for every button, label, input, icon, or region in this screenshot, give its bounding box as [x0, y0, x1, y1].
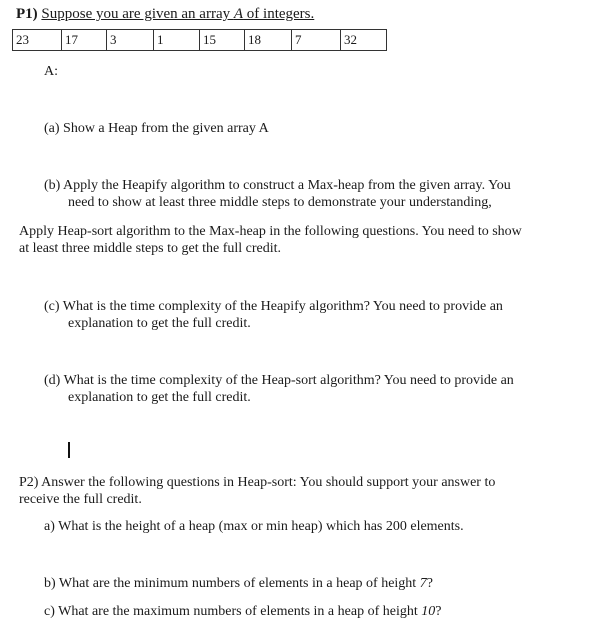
part-b-line2: need to show at least three middle steps to demonstrate your understanding, [68, 195, 492, 210]
array-cell: 17 [62, 30, 107, 51]
p2-line2: receive the full credit. [19, 492, 142, 507]
heapsort-instructions [19, 223, 604, 257]
p1-array-name: A [233, 6, 244, 22]
part-c [44, 298, 604, 332]
p1-intro-a: Suppose you are given an array [41, 6, 234, 22]
p1-intro-b: of integers. [243, 6, 315, 22]
array-cell: 7 [292, 30, 341, 51]
heapsort-line2: at least three middle steps to get the full credit. [19, 241, 282, 256]
p2-q-c-end: ? [435, 604, 442, 619]
part-b-line1: (b) Apply the Heapify algorithm to construct a Max-heap from the given array. You [44, 178, 511, 193]
p2-q-c-text: c) What are the maximum numbers of elements in a heap of height [44, 604, 422, 619]
array-cell: 1 [154, 30, 200, 51]
text-cursor[interactable] [68, 442, 70, 458]
part-d [44, 372, 604, 406]
part-d-line2: explanation to get the full credit. [68, 390, 251, 405]
array-cell: 18 [245, 30, 292, 51]
p2-q-c-num: 10 [421, 604, 436, 619]
p2-question-c [44, 604, 441, 620]
p2-q-b-text: b) What are the minimum numbers of elements in a heap of height [44, 576, 420, 591]
p1-heading [16, 6, 314, 23]
array-cell: 3 [107, 30, 154, 51]
array-cell: 23 [13, 30, 62, 51]
array-cell: 32 [341, 30, 387, 51]
p1-label: P1) [16, 6, 38, 22]
p2-line1: P2) Answer the following questions in Heap-sort: You should support your answer to [19, 475, 496, 490]
p2-q-b-end: ? [426, 576, 433, 591]
array-cell: 15 [200, 30, 245, 51]
p2-heading [19, 474, 604, 508]
p1-intro [41, 6, 314, 22]
answer-label: A: [44, 64, 58, 79]
part-d-line1: (d) What is the time complexity of the Heap-sort algorithm? You need to provide an [44, 373, 514, 388]
p2-q-b-num: 7 [419, 576, 427, 591]
part-c-line2: explanation to get the full credit. [68, 316, 251, 331]
part-a: (a) Show a Heap from the given array A [44, 121, 269, 136]
part-c-line1: (c) What is the time complexity of the Heapify algorithm? You need to provide an [44, 299, 503, 314]
part-b [44, 177, 604, 211]
heapsort-line1: Apply Heap-sort algorithm to the Max-heap in the following questions. You need to show [19, 224, 522, 239]
p2-question-b [44, 576, 433, 592]
array-table [12, 29, 387, 51]
array-row [13, 30, 387, 51]
p2-question-a: a) What is the height of a heap (max or min heap) which has 200 elements. [44, 519, 464, 534]
